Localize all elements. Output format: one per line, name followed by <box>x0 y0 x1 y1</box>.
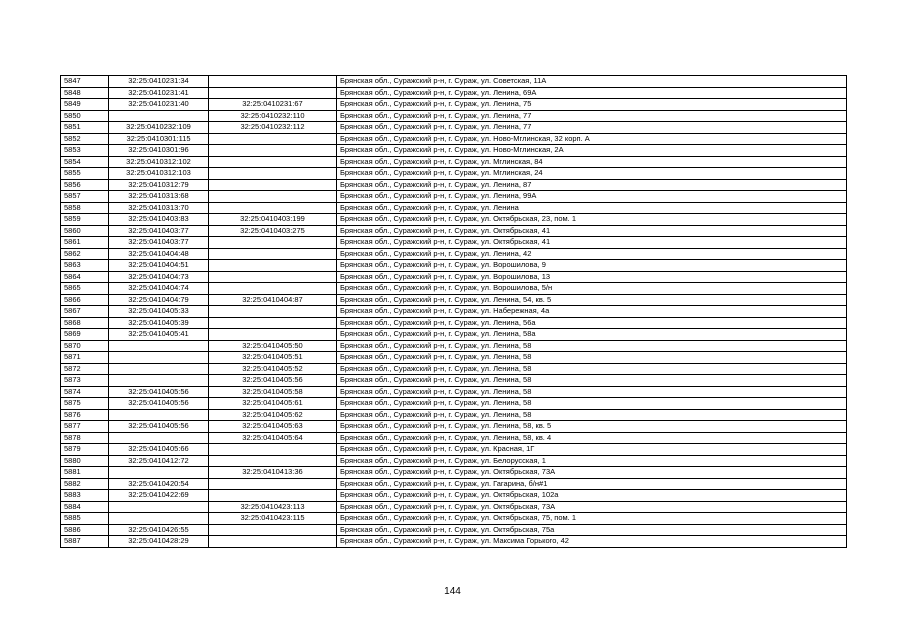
address-cell: Брянская обл., Суражский р-н, г. Сураж, ул. Ленина, 69А <box>337 87 847 99</box>
table-row <box>61 386 847 398</box>
row-number-cell: 5857 <box>61 191 109 203</box>
cadastral-number-cell: 32:25:0410405:66 <box>109 444 209 456</box>
table-row <box>61 306 847 318</box>
table-row <box>61 432 847 444</box>
table-row <box>61 536 847 548</box>
table-row <box>61 421 847 433</box>
table-row <box>61 375 847 387</box>
cadastral-number-cell: 32:25:0410301:96 <box>109 145 209 157</box>
table-row <box>61 248 847 260</box>
cadastral-number-cell: 32:25:0410313:68 <box>109 191 209 203</box>
address-cell: Брянская обл., Суражский р-н, г. Сураж, ул. Октябрьская, 41 <box>337 225 847 237</box>
object-cadastral-number-cell: 32:25:0410403:275 <box>209 225 337 237</box>
object-cadastral-number-cell: 32:25:0410405:58 <box>209 386 337 398</box>
address-cell: Брянская обл., Суражский р-н, г. Сураж, ул. Советская, 11А <box>337 76 847 88</box>
cadastral-number-cell: 32:25:0410403:77 <box>109 237 209 249</box>
cadastral-number-cell: 32:25:0410301:115 <box>109 133 209 145</box>
address-cell: Брянская обл., Суражский р-н, г. Сураж, ул. Ленина, 75 <box>337 99 847 111</box>
row-number-cell: 5861 <box>61 237 109 249</box>
object-cadastral-number-cell: 32:25:0410423:113 <box>209 501 337 513</box>
address-cell: Брянская обл., Суражский р-н, г. Сураж, ул. Мглинская, 24 <box>337 168 847 180</box>
address-cell: Брянская обл., Суражский р-н, г. Сураж, ул. Ленина, 58 <box>337 340 847 352</box>
address-cell: Брянская обл., Суражский р-н, г. Сураж, ул. Ворошилова, 13 <box>337 271 847 283</box>
object-cadastral-number-cell <box>209 179 337 191</box>
cadastral-number-cell: 32:25:0410231:41 <box>109 87 209 99</box>
row-number-cell: 5849 <box>61 99 109 111</box>
address-cell: Брянская обл., Суражский р-н, г. Сураж, ул. Максима Горького, 42 <box>337 536 847 548</box>
table-row <box>61 467 847 479</box>
cadastral-number-cell: 32:25:0410404:74 <box>109 283 209 295</box>
row-number-cell: 5879 <box>61 444 109 456</box>
cadastral-number-cell <box>109 340 209 352</box>
row-number-cell: 5887 <box>61 536 109 548</box>
address-cell: Брянская обл., Суражский р-н, г. Сураж, ул. Ленина, 58а <box>337 329 847 341</box>
row-number-cell: 5853 <box>61 145 109 157</box>
object-cadastral-number-cell: 32:25:0410405:61 <box>209 398 337 410</box>
address-cell: Брянская обл., Суражский р-н, г. Сураж, ул. Ленина, 87 <box>337 179 847 191</box>
cadastral-number-cell: 32:25:0410403:83 <box>109 214 209 226</box>
object-cadastral-number-cell <box>209 202 337 214</box>
cadastral-number-cell: 32:25:0410405:56 <box>109 386 209 398</box>
object-cadastral-number-cell: 32:25:0410232:112 <box>209 122 337 134</box>
table-row <box>61 352 847 364</box>
row-number-cell: 5883 <box>61 490 109 502</box>
object-cadastral-number-cell <box>209 490 337 502</box>
address-cell: Брянская обл., Суражский р-н, г. Сураж, ул. Гагарина, б/н#1 <box>337 478 847 490</box>
object-cadastral-number-cell <box>209 76 337 88</box>
table-row <box>61 156 847 168</box>
table-row <box>61 501 847 513</box>
table-row <box>61 202 847 214</box>
address-cell: Брянская обл., Суражский р-н, г. Сураж, ул. Мглинская, 84 <box>337 156 847 168</box>
cadastral-number-cell: 32:25:0410405:56 <box>109 398 209 410</box>
address-cell: Брянская обл., Суражский р-н, г. Сураж, ул. Ленина, 99А <box>337 191 847 203</box>
page-number: 144 <box>444 586 461 597</box>
cadastral-number-cell <box>109 513 209 525</box>
row-number-cell: 5875 <box>61 398 109 410</box>
cadastral-number-cell: 32:25:0410420:54 <box>109 478 209 490</box>
object-cadastral-number-cell <box>209 248 337 260</box>
table-row <box>61 179 847 191</box>
row-number-cell: 5860 <box>61 225 109 237</box>
cadastral-number-cell: 32:25:0410405:39 <box>109 317 209 329</box>
cadastral-number-cell: 32:25:0410404:79 <box>109 294 209 306</box>
object-cadastral-number-cell <box>209 156 337 168</box>
address-cell: Брянская обл., Суражский р-н, г. Сураж, ул. Октябрьская, 102а <box>337 490 847 502</box>
address-cell: Брянская обл., Суражский р-н, г. Сураж, ул. Белорусская, 1 <box>337 455 847 467</box>
row-number-cell: 5847 <box>61 76 109 88</box>
object-cadastral-number-cell <box>209 271 337 283</box>
address-cell: Брянская обл., Суражский р-н, г. Сураж, ул. Октябрьская, 75, пом. 1 <box>337 513 847 525</box>
cadastral-number-cell: 32:25:0410404:73 <box>109 271 209 283</box>
address-cell: Брянская обл., Суражский р-н, г. Сураж, ул. Ленина <box>337 202 847 214</box>
address-cell: Брянская обл., Суражский р-н, г. Сураж, ул. Ленина, 58, кв. 4 <box>337 432 847 444</box>
address-cell: Брянская обл., Суражский р-н, г. Сураж, ул. Ворошилова, 5/н <box>337 283 847 295</box>
cadastral-number-cell: 32:25:0410405:33 <box>109 306 209 318</box>
address-cell: Брянская обл., Суражский р-н, г. Сураж, ул. Ленина, 56а <box>337 317 847 329</box>
cadastral-number-cell: 32:25:0410312:102 <box>109 156 209 168</box>
table-row <box>61 168 847 180</box>
row-number-cell: 5870 <box>61 340 109 352</box>
cadastral-number-cell: 32:25:0410404:51 <box>109 260 209 272</box>
table-row <box>61 110 847 122</box>
cadastral-number-cell <box>109 110 209 122</box>
cadastral-number-cell: 32:25:0410412:72 <box>109 455 209 467</box>
address-cell: Брянская обл., Суражский р-н, г. Сураж, ул. Ворошилова, 9 <box>337 260 847 272</box>
row-number-cell: 5848 <box>61 87 109 99</box>
table-row <box>61 317 847 329</box>
object-cadastral-number-cell <box>209 168 337 180</box>
object-cadastral-number-cell <box>209 478 337 490</box>
row-number-cell: 5856 <box>61 179 109 191</box>
cadastral-number-cell: 32:25:0410312:79 <box>109 179 209 191</box>
row-number-cell: 5852 <box>61 133 109 145</box>
row-number-cell: 5867 <box>61 306 109 318</box>
table-row <box>61 329 847 341</box>
object-cadastral-number-cell <box>209 237 337 249</box>
object-cadastral-number-cell <box>209 145 337 157</box>
row-number-cell: 5868 <box>61 317 109 329</box>
object-cadastral-number-cell <box>209 455 337 467</box>
object-cadastral-number-cell: 32:25:0410404:87 <box>209 294 337 306</box>
row-number-cell: 5863 <box>61 260 109 272</box>
cadastral-number-cell: 32:25:0410313:70 <box>109 202 209 214</box>
address-cell: Брянская обл., Суражский р-н, г. Сураж, ул. Ленина, 58 <box>337 363 847 375</box>
object-cadastral-number-cell <box>209 191 337 203</box>
address-cell: Брянская обл., Суражский р-н, г. Сураж, ул. Октябрьская, 23, пом. 1 <box>337 214 847 226</box>
object-cadastral-number-cell: 32:25:0410405:50 <box>209 340 337 352</box>
object-cadastral-number-cell <box>209 536 337 548</box>
cadastral-number-cell <box>109 363 209 375</box>
table-row <box>61 409 847 421</box>
address-cell: Брянская обл., Суражский р-н, г. Сураж, ул. Ленина, 58, кв. 5 <box>337 421 847 433</box>
cadastral-number-cell: 32:25:0410428:29 <box>109 536 209 548</box>
row-number-cell: 5873 <box>61 375 109 387</box>
address-cell: Брянская обл., Суражский р-н, г. Сураж, ул. Октябрьская, 73А <box>337 501 847 513</box>
row-number-cell: 5880 <box>61 455 109 467</box>
table-row <box>61 214 847 226</box>
table-row <box>61 340 847 352</box>
row-number-cell: 5878 <box>61 432 109 444</box>
table-row <box>61 260 847 272</box>
address-cell: Брянская обл., Суражский р-н, г. Сураж, ул. Ленина, 58 <box>337 409 847 421</box>
cadastral-number-cell: 32:25:0410426:55 <box>109 524 209 536</box>
row-number-cell: 5884 <box>61 501 109 513</box>
registry-table <box>60 75 847 548</box>
row-number-cell: 5872 <box>61 363 109 375</box>
cadastral-number-cell: 32:25:0410312:103 <box>109 168 209 180</box>
address-cell: Брянская обл., Суражский р-н, г. Сураж, ул. Октябрьская, 73А <box>337 467 847 479</box>
cadastral-number-cell: 32:25:0410403:77 <box>109 225 209 237</box>
row-number-cell: 5882 <box>61 478 109 490</box>
cadastral-number-cell <box>109 375 209 387</box>
row-number-cell: 5864 <box>61 271 109 283</box>
object-cadastral-number-cell: 32:25:0410405:63 <box>209 421 337 433</box>
object-cadastral-number-cell <box>209 87 337 99</box>
row-number-cell: 5881 <box>61 467 109 479</box>
cadastral-number-cell: 32:25:0410231:40 <box>109 99 209 111</box>
table-row <box>61 294 847 306</box>
cadastral-number-cell <box>109 352 209 364</box>
address-cell: Брянская обл., Суражский р-н, г. Сураж, ул. Ленина, 42 <box>337 248 847 260</box>
object-cadastral-number-cell: 32:25:0410405:51 <box>209 352 337 364</box>
cadastral-number-cell <box>109 409 209 421</box>
address-cell: Брянская обл., Суражский р-н, г. Сураж, ул. Ленина, 58 <box>337 398 847 410</box>
row-number-cell: 5865 <box>61 283 109 295</box>
table-row <box>61 76 847 88</box>
row-number-cell: 5851 <box>61 122 109 134</box>
object-cadastral-number-cell <box>209 133 337 145</box>
cadastral-number-cell: 32:25:0410231:34 <box>109 76 209 88</box>
cadastral-number-cell <box>109 501 209 513</box>
row-number-cell: 5855 <box>61 168 109 180</box>
object-cadastral-number-cell: 32:25:0410403:199 <box>209 214 337 226</box>
object-cadastral-number-cell: 32:25:0410405:56 <box>209 375 337 387</box>
object-cadastral-number-cell: 32:25:0410405:62 <box>209 409 337 421</box>
row-number-cell: 5877 <box>61 421 109 433</box>
object-cadastral-number-cell: 32:25:0410405:64 <box>209 432 337 444</box>
address-cell: Брянская обл., Суражский р-н, г. Сураж, ул. Ленина, 58 <box>337 352 847 364</box>
table-row <box>61 513 847 525</box>
row-number-cell: 5850 <box>61 110 109 122</box>
cadastral-number-cell <box>109 432 209 444</box>
cadastral-number-cell: 32:25:0410422:69 <box>109 490 209 502</box>
object-cadastral-number-cell <box>209 260 337 272</box>
table-row <box>61 398 847 410</box>
row-number-cell: 5874 <box>61 386 109 398</box>
row-number-cell: 5859 <box>61 214 109 226</box>
object-cadastral-number-cell: 32:25:0410413:36 <box>209 467 337 479</box>
table-row <box>61 478 847 490</box>
table-row <box>61 191 847 203</box>
table-row <box>61 122 847 134</box>
row-number-cell: 5862 <box>61 248 109 260</box>
object-cadastral-number-cell <box>209 524 337 536</box>
object-cadastral-number-cell: 32:25:0410232:110 <box>209 110 337 122</box>
row-number-cell: 5866 <box>61 294 109 306</box>
row-number-cell: 5876 <box>61 409 109 421</box>
cadastral-number-cell: 32:25:0410405:56 <box>109 421 209 433</box>
object-cadastral-number-cell <box>209 329 337 341</box>
row-number-cell: 5858 <box>61 202 109 214</box>
row-number-cell: 5885 <box>61 513 109 525</box>
object-cadastral-number-cell <box>209 444 337 456</box>
object-cadastral-number-cell: 32:25:0410231:67 <box>209 99 337 111</box>
table-row <box>61 444 847 456</box>
address-cell: Брянская обл., Суражский р-н, г. Сураж, ул. Красная, 1Г <box>337 444 847 456</box>
table-row <box>61 225 847 237</box>
address-cell: Брянская обл., Суражский р-н, г. Сураж, ул. Ленина, 54, кв. 5 <box>337 294 847 306</box>
cadastral-number-cell: 32:25:0410232:109 <box>109 122 209 134</box>
row-number-cell: 5886 <box>61 524 109 536</box>
cadastral-number-cell <box>109 467 209 479</box>
table-row <box>61 87 847 99</box>
object-cadastral-number-cell <box>209 283 337 295</box>
address-cell: Брянская обл., Суражский р-н, г. Сураж, ул. Октябрьская, 41 <box>337 237 847 249</box>
table-row <box>61 133 847 145</box>
table-row <box>61 524 847 536</box>
object-cadastral-number-cell <box>209 317 337 329</box>
table-row <box>61 271 847 283</box>
address-cell: Брянская обл., Суражский р-н, г. Сураж, ул. Ленина, 77 <box>337 110 847 122</box>
table-row <box>61 237 847 249</box>
registry-table-body <box>61 76 847 548</box>
object-cadastral-number-cell: 32:25:0410405:52 <box>209 363 337 375</box>
address-cell: Брянская обл., Суражский р-н, г. Сураж, ул. Ленина, 77 <box>337 122 847 134</box>
table-row <box>61 455 847 467</box>
address-cell: Брянская обл., Суражский р-н, г. Сураж, ул. Ново-Мглинская, 2А <box>337 145 847 157</box>
address-cell: Брянская обл., Суражский р-н, г. Сураж, ул. Набережная, 4а <box>337 306 847 318</box>
address-cell: Брянская обл., Суражский р-н, г. Сураж, ул. Ленина, 58 <box>337 386 847 398</box>
cadastral-number-cell: 32:25:0410405:41 <box>109 329 209 341</box>
table-row <box>61 490 847 502</box>
address-cell: Брянская обл., Суражский р-н, г. Сураж, ул. Ново-Мглинская, 32 корп. А <box>337 133 847 145</box>
table-row <box>61 363 847 375</box>
row-number-cell: 5869 <box>61 329 109 341</box>
cadastral-number-cell: 32:25:0410404:48 <box>109 248 209 260</box>
table-row <box>61 283 847 295</box>
address-cell: Брянская обл., Суражский р-н, г. Сураж, ул. Ленина, 58 <box>337 375 847 387</box>
row-number-cell: 5854 <box>61 156 109 168</box>
row-number-cell: 5871 <box>61 352 109 364</box>
table-row <box>61 99 847 111</box>
address-cell: Брянская обл., Суражский р-н, г. Сураж, ул. Октябрьская, 75а <box>337 524 847 536</box>
object-cadastral-number-cell <box>209 306 337 318</box>
object-cadastral-number-cell: 32:25:0410423:115 <box>209 513 337 525</box>
table-row <box>61 145 847 157</box>
